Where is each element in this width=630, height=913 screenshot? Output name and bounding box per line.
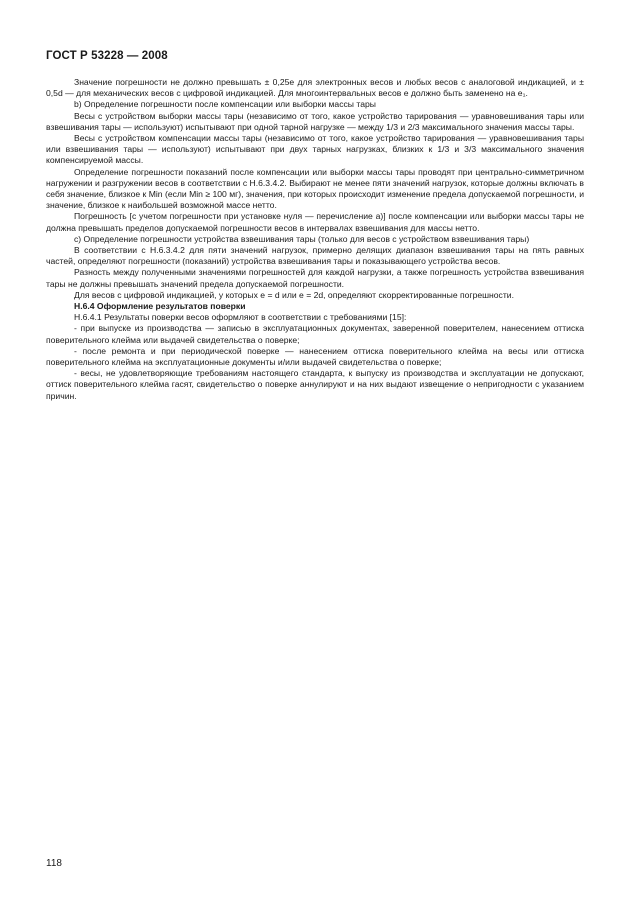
document-header: ГОСТ Р 53228 — 2008 [46, 50, 168, 62]
paragraph-error-limit: Значение погрешности не должно превышать ± 0,25e для электронных весов и любых весов с аналоговой индикацией, и ± 0,5d — для механических весов с цифровой индикацией. Для многоинтервальных весов e должно быть заменено на e₁. [46, 77, 584, 99]
paragraph-item-c-title: с) Определение погрешности устройства взвешивания тары (только для весов с устройством взвешивания тары) [74, 233, 530, 244]
paragraph-h-6-4-1: Н.6.4.1 Результаты поверки весов оформляют в соответствии с требованиями [15]: [74, 312, 407, 323]
list-item-nonconforming: - весы, не удовлетворяющие требованиям настоящего стандарта, к выпуску из производства и эксплуатации не допускают, оттиск поверительного клейма гасят, свидетельство о поверке аннулируют и на них выдают извещение о непригодности с указанием причин. [46, 368, 584, 401]
paragraph-item-b-title: b) Определение погрешности после компенсации или выборки массы тары [74, 99, 376, 110]
paragraph-tare-compensation: Весы с устройством компенсации массы тары (независимо от того, какое устройство тарирования — уравновешивания тары или взвешивания тары — используют) испытывают при двух тарных нагрузках, близких к 1/3 и 3/3 максимального значения компенсируемой массы. [46, 133, 584, 166]
document-body [46, 77, 584, 402]
paragraph-tare-subtraction: Весы с устройством выборки массы тары (независимо от того, какое устройство тарирования — уравновешивания тары или взвешивания тары — используют) испытывают при одной тарной нагрузке — между 1/3 и 2/3 максимального значения массы тары. [46, 110, 584, 132]
page-number: 118 [46, 858, 62, 869]
section-heading-h-6-4: Н.6.4 Оформление результатов поверки [74, 301, 246, 312]
list-item-production: - при выпуске из производства — записью в эксплуатационных документах, заверенной поверителем, нанесением оттиска поверительного клейма или выдачей свидетельства о поверке; [46, 323, 584, 345]
paragraph-error-limit-net: Погрешность [с учетом погрешности при установке нуля — перечисление а)] после компенсации или выборки массы тары не должна превышать пределов допускаемой погрешности весов в интервалах взвешивания для массы нетто. [46, 211, 584, 233]
paragraph-difference: Разность между полученными значениями погрешностей для каждой нагрузки, а также погрешность устройства взвешивания тары не должны превышать значений предела допускаемой погрешности. [46, 267, 584, 289]
paragraph-digital-indication: Для весов с цифровой индикацией, у которых e = d или e = 2d, определяют скорректированные погрешности. [74, 289, 514, 300]
list-item-repair: - после ремонта и при периодической поверке — нанесением оттиска поверительного клейма на весы или оттиска поверительного клейма на эксплуатационные документы и/или выдачей свидетельства о поверке; [46, 345, 584, 368]
paragraph-error-determination: Определение погрешности показаний после компенсации или выборки массы тары проводят при центрально-симметричном нагружении и разгружении весов в соответствии с Н.6.3.4.2. Выбирают не менее пяти значений нагрузок, которые должны включать в себя значение, близкое к Min (если Min ≥ 100 мг), значения, при которых происходит изменение предела допускаемой погрешности, и значение, близкое к наибольшей возможной массе нетто. [46, 166, 584, 211]
paragraph-five-loads: В соответствии с Н.6.3.4.2 для пяти значений нагрузок, примерно делящих диапазон взвешивания тары на пять равных частей, определяют погрешности (показаний) устройства взвешивания тары и показывающего устройства весов. [46, 245, 584, 267]
